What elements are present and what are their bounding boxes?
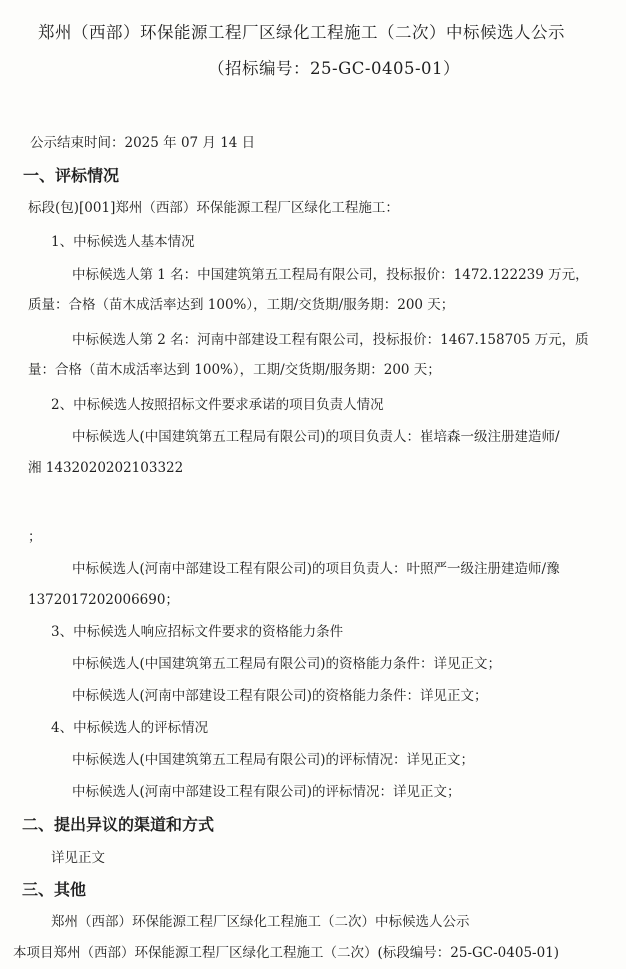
section-heading-evaluation: 一、评标情况 xyxy=(23,166,120,185)
document-title: 郑州（西部）环保能源工程厂区绿化工程施工（二次）中标候选人公示 xyxy=(38,23,565,42)
lot-name: 标段(包)[001]郑州（西部）环保能源工程厂区绿化工程施工： xyxy=(28,200,399,216)
project-manager-1-line-2: 湘 1432020202103322 xyxy=(28,460,184,476)
section-heading-objection: 二、提出异议的渠道和方式 xyxy=(22,815,215,834)
tender-code: （招标编号：25-GC-0405-01） xyxy=(208,59,461,78)
evaluation-candidate-2: 中标候选人(河南中部建设工程有限公司)的评标情况：详见正文； xyxy=(72,784,461,800)
other-line-1: 郑州（西部）环保能源工程厂区绿化工程施工（二次）中标候选人公示 xyxy=(51,914,470,930)
project-manager-2-line-1: 中标候选人(河南中部建设工程有限公司)的项目负责人：叶照严一级注册建造师/豫 xyxy=(72,561,560,577)
candidate-2-line-2: 量：合格（苗木成活率达到 100%），工期/交货期/服务期：200 天； xyxy=(28,362,441,378)
publication-end-time: 公示结束时间：2025 年 07 月 14 日 xyxy=(30,135,256,151)
project-manager-2-line-2: 1372017202006690； xyxy=(28,592,179,608)
other-line-2: 本项目郑州（西部）环保能源工程厂区绿化工程施工（二次）(标段编号：25-GC-0405-01) xyxy=(13,945,560,961)
candidate-2-line-1: 中标候选人第 2 名：河南中部建设工程有限公司，投标报价：1467.158705 万元，质 xyxy=(72,332,589,348)
project-manager-1-line-1: 中标候选人(中国建筑第五工程局有限公司)的项目负责人：崔培森一级注册建造师/ xyxy=(72,429,560,445)
subheading-qualification: 3、中标候选人响应招标文件要求的资格能力条件 xyxy=(51,624,344,640)
subheading-candidates-basic: 1、中标候选人基本情况 xyxy=(51,234,195,250)
candidate-1-line-2: 质量：合格（苗木成活率达到 100%），工期/交货期/服务期：200 天； xyxy=(28,297,455,313)
subheading-project-manager: 2、中标候选人按照招标文件要求承诺的项目负责人情况 xyxy=(51,397,384,413)
separator-semicolon: ； xyxy=(28,529,42,545)
qualification-candidate-2: 中标候选人(河南中部建设工程有限公司)的资格能力条件：详见正文； xyxy=(72,688,488,704)
qualification-candidate-1: 中标候选人(中国建筑第五工程局有限公司)的资格能力条件：详见正文； xyxy=(72,656,502,672)
section-heading-other: 三、其他 xyxy=(22,880,87,899)
objection-body: 详见正文 xyxy=(51,850,105,866)
subheading-evaluation: 4、中标候选人的评标情况 xyxy=(51,720,209,736)
evaluation-candidate-1: 中标候选人(中国建筑第五工程局有限公司)的评标情况：详见正文； xyxy=(72,752,475,768)
candidate-1-line-1: 中标候选人第 1 名：中国建筑第五工程局有限公司，投标报价：1472.122239 万元， xyxy=(72,267,589,283)
